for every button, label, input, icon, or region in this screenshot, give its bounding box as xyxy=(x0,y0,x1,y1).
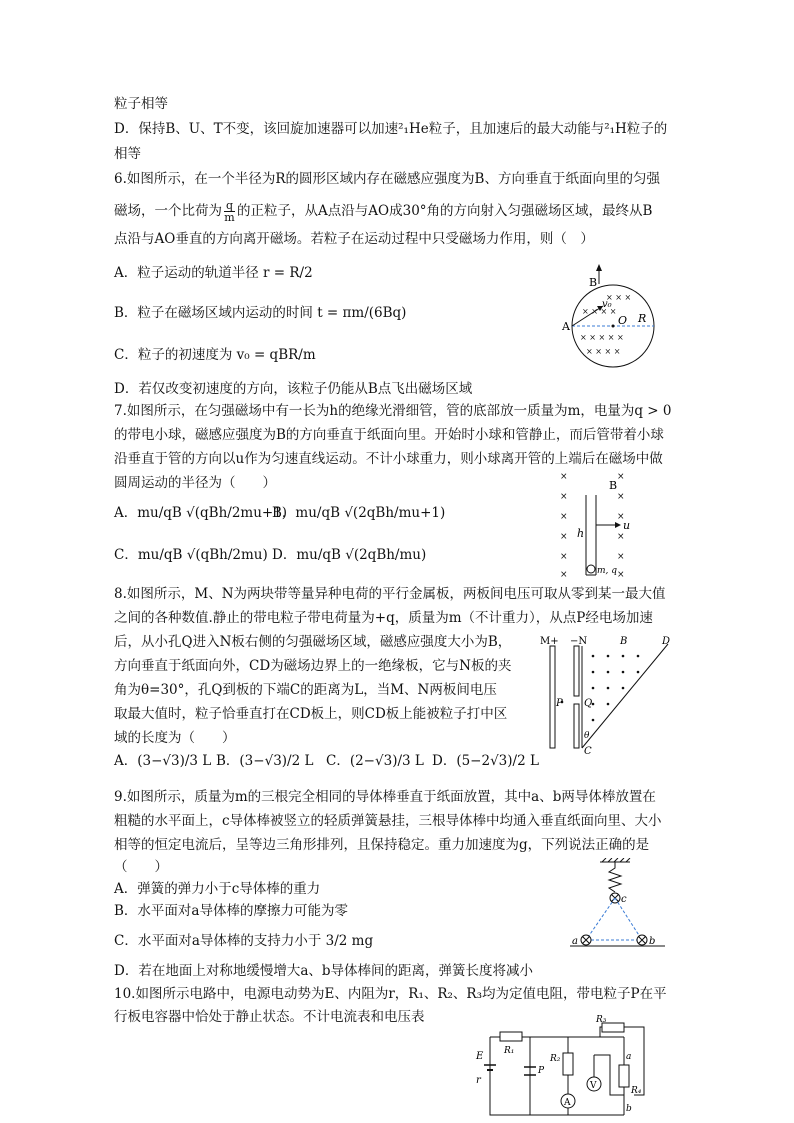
label-v: V xyxy=(590,1081,597,1091)
triangle-side xyxy=(586,898,615,940)
resistor-r4 xyxy=(619,1065,629,1087)
u-arrowhead xyxy=(615,522,621,528)
q8-option-b: B．(3−√3)/2 L xyxy=(216,753,314,769)
label-a-meter: A xyxy=(564,1098,571,1108)
resistor-r2 xyxy=(563,1053,573,1075)
q8-stem: 角为θ=30°，孔Q到板的下端C的距离为L，当M、N两板间电压 xyxy=(114,682,497,698)
label-v0: v₀ xyxy=(602,299,612,310)
label-mq: m, q xyxy=(597,566,618,576)
label-b: B xyxy=(589,276,598,289)
q8-stem: 域的长度为（ ） xyxy=(114,730,236,746)
label-u: u xyxy=(623,519,631,532)
q9-stem: 9.如图所示，质量为m的三根完全相同的导体棒垂直于纸面放置，其中a、b两导体棒放置在 xyxy=(114,789,656,805)
svg-text:×: × xyxy=(560,492,568,502)
plate-n-top xyxy=(574,646,579,696)
label-q: Q xyxy=(584,698,593,709)
label-r4: R₄ xyxy=(631,1086,642,1096)
q9-option-d: D．若在地面上对称地缓慢增大a、b导体棒间的距离，弹簧长度将减小 xyxy=(114,963,534,979)
board-cd xyxy=(582,644,668,748)
figure-q7-tube xyxy=(555,465,645,580)
plate-m xyxy=(550,646,555,748)
plate-n-bottom xyxy=(574,704,579,748)
label-r: r xyxy=(476,1075,481,1086)
figure-q8-plates xyxy=(538,632,678,757)
q8-option-c: C．(2−√3)/3 L xyxy=(326,753,424,769)
label-b: B xyxy=(609,479,618,492)
q7-stem: 沿垂直于管的方向以u作为匀速直线运动。不计小球重力，则小球离开管的上端后在磁场中做 xyxy=(114,451,663,467)
svg-text:× × × × ×: × × × × × xyxy=(580,333,624,342)
svg-text:×: × xyxy=(617,512,625,522)
q9-stem: （ ） xyxy=(114,859,168,875)
label-d: D xyxy=(662,636,671,647)
q6-stem xyxy=(114,200,652,223)
q6-option-b: B．粒子在磁场区域内运动的时间 t = πm/(6Bq) xyxy=(114,305,407,321)
svg-text:×: × xyxy=(560,512,568,522)
label-r1: R₁ xyxy=(504,1046,515,1056)
ceiling-hatch xyxy=(602,858,630,862)
exit-arrowhead xyxy=(596,264,602,271)
figure-q9-rods xyxy=(570,858,670,953)
label-m: M+ xyxy=(540,636,559,647)
label-a: a xyxy=(572,936,578,947)
label-b: B xyxy=(620,636,628,647)
q9-stem: 粗糙的水平面上，c导体棒被竖立的轻质弹簧悬挂，三根导体棒中均通入垂直纸面向里、大小 xyxy=(114,813,662,829)
text-line: 相等 xyxy=(114,146,141,162)
svg-text:×: × xyxy=(617,570,625,580)
label-o: O xyxy=(618,314,628,327)
q6-option-c: C．粒子的初速度为 v₀ = qBR/m xyxy=(114,347,316,363)
q6-stem: 6.如图所示，在一个半径为R的圆形区域内存在磁感应强度为B、方向垂直于纸面向里的匀强 xyxy=(114,171,660,187)
q8-stem: 方向垂直于纸面向外，CD为磁场边界上的一绝缘板，它与N板的夹 xyxy=(114,658,512,674)
q7-stem: 的带电小球，磁感应强度为B的方向垂直于纸面向里。开始时小球和管静止，而后管带着小球 xyxy=(114,427,664,443)
charged-ball xyxy=(587,565,595,573)
field-dots xyxy=(561,655,640,722)
text-line: D．保持B、U、T不变，该回旋加速器可以加速²₁He粒子，且加速后的最大动能与²₁H粒子的 xyxy=(114,121,668,137)
q6-option-d: D．若仅改变初速度的方向，该粒子仍能从B点飞出磁场区域 xyxy=(114,381,473,397)
label-c: C xyxy=(584,746,592,757)
q6-stem: 点沿与AO垂直的方向离开磁场。若粒子在运动过程中只受磁场力作用，则（ ） xyxy=(114,231,594,247)
label-n: −N xyxy=(570,636,588,647)
label-e: E xyxy=(476,1051,484,1062)
svg-text:× × ×: × × × xyxy=(606,293,632,302)
label-b: b xyxy=(649,936,656,947)
svg-text:×: × xyxy=(560,552,568,562)
figure-q10-circuit xyxy=(474,1015,654,1119)
q9-option-c: C．水平面对a导体棒的支持力小于 3/2 mg xyxy=(114,933,374,949)
q10-stem: 行板电容器中恰处于静止状态。不计电流表和电压表 xyxy=(114,1009,425,1025)
svg-text:×: × xyxy=(560,472,568,482)
q7-stem: 圆周运动的半径为（ ） xyxy=(114,475,276,491)
q8-option-a: A．(3−√3)/3 L xyxy=(114,753,212,769)
resistor-r1 xyxy=(500,1032,522,1041)
label-r2: R₂ xyxy=(550,1054,561,1064)
q8-stem: 之间的各种数值.静止的带电粒子带电荷量为+q，质量为m（不计重力），从点P经电场加速 xyxy=(114,610,653,626)
svg-text:×: × xyxy=(617,472,625,482)
q9-option-b: B．水平面对a导体棒的摩擦力可能为零 xyxy=(114,903,348,919)
q8-option-d: D．(5−2√3)/2 L xyxy=(432,753,539,769)
svg-text:×: × xyxy=(617,552,625,562)
spring xyxy=(609,862,621,892)
q7-option-c: C．mu/qB √(qBh/2mu) xyxy=(114,547,268,563)
label-r3: R₃ xyxy=(596,1015,607,1025)
q6-stem-part: 磁场，一个比荷为 xyxy=(114,203,222,219)
frac-num: q xyxy=(226,199,234,212)
label-h: h xyxy=(577,527,585,540)
frac-den: m xyxy=(224,211,235,224)
triangle-side xyxy=(615,898,642,940)
svg-text:× × × ×: × × × × xyxy=(582,307,617,316)
q8-stem: 8.如图所示，M、N为两块带等量异种电荷的平行金属板，两板间电压可取从零到某一最大值 xyxy=(114,586,666,602)
q-over-m-fraction xyxy=(224,200,235,223)
q8-stem: 后，从小孔Q进入N板右侧的匀强磁场区域，磁感应强度大小为B， xyxy=(114,634,512,650)
label-b: b xyxy=(626,1104,632,1114)
label-r: R xyxy=(638,312,647,325)
svg-text:× × × ×: × × × × xyxy=(586,347,621,356)
center-o xyxy=(612,325,615,328)
svg-text:×: × xyxy=(560,570,568,580)
q10-stem: 10.如图所示电路中，电源电动势为E、内阻为r，R₁、R₂、R₃均为定值电阻，带电粒子P在平 xyxy=(114,986,667,1002)
label-p: P xyxy=(556,698,563,709)
q9-option-a: A．弹簧的弹力小于c导体棒的重力 xyxy=(114,881,321,897)
label-theta: θ xyxy=(584,731,590,741)
q9-stem: 相等的恒定电流后，呈等边三角形排列，且保持稳定。重力加速度为g，下列说法正确的是 xyxy=(114,837,650,853)
svg-text:×: × xyxy=(560,532,568,542)
q8-stem: 取最大值时，粒子恰垂直打在CD板上，则CD板上能被粒子打中区 xyxy=(114,706,508,722)
q7-option-a: A．mu/qB √(qBh/2mu+1) xyxy=(114,505,288,521)
label-a: a xyxy=(626,1052,632,1062)
label-p: P xyxy=(538,1066,545,1076)
label-a: A xyxy=(562,320,570,333)
text-line: 粒子相等 xyxy=(114,96,168,112)
q7-stem: 7.如图所示，在匀强磁场中有一长为h的绝缘光滑细管，管的底部放一质量为m，电量为q > 0 xyxy=(114,403,672,419)
svg-text:×: × xyxy=(617,492,625,502)
figure-q6-circle-field xyxy=(558,262,668,374)
q7-option-d: D．mu/qB √(2qBh/mu) xyxy=(272,547,427,563)
label-c: c xyxy=(621,894,627,905)
svg-text:×: × xyxy=(617,532,625,542)
q6-option-a: A．粒子运动的轨道半径 r = R/2 xyxy=(114,265,313,281)
q6-stem-part: 的正粒子，从A点沿与AO成30°角的方向射入匀强磁场区域，最终从B xyxy=(237,203,653,219)
q7-option-b: B．mu/qB √(2qBh/mu+1) xyxy=(272,505,446,521)
